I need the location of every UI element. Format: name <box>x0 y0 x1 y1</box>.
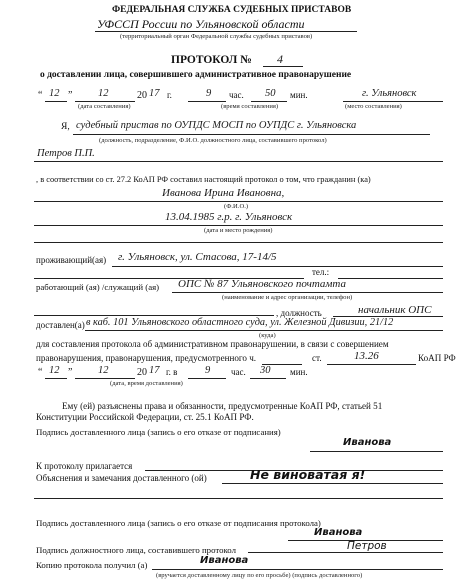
blank-line <box>34 242 443 243</box>
work-line-2 <box>34 315 274 316</box>
date-close-quote: ” <box>68 90 73 101</box>
date-hour-line <box>188 101 226 102</box>
date-open-quote: “ <box>38 90 43 101</box>
position-value: начальник ОПС <box>358 304 432 316</box>
place-caption: (место составления) <box>345 103 402 110</box>
copy-signature: Иванова <box>200 555 249 566</box>
date-minute: 50 <box>265 88 276 99</box>
date-minute-unit: мин. <box>290 90 308 100</box>
date-hour-unit: час. <box>229 90 244 100</box>
date-day-line <box>45 101 67 102</box>
date-place-line <box>343 101 443 102</box>
officer-name: Петров П.П. <box>37 148 95 159</box>
rights-sign-label: Подпись доставленного лица (запись о его отказе от подписания) <box>36 427 281 437</box>
office-name: УФССП России по Ульяновской области <box>97 17 305 31</box>
date-month-line <box>75 101 135 102</box>
purpose-open-quote: “ <box>38 367 43 378</box>
purpose-hour-line <box>188 378 226 379</box>
residence-line <box>112 266 443 267</box>
person-name: Иванова Ирина Ивановна, <box>162 187 285 199</box>
person-birth-line <box>34 225 443 226</box>
date-month: 12 <box>98 88 109 99</box>
date-caption: (дата составления) <box>78 103 131 110</box>
purpose-line2: правонарушения, правонарушения, предусмотренного ч. <box>36 353 257 363</box>
purpose-article-label: ст. <box>312 353 322 363</box>
date-hour: 9 <box>206 88 212 99</box>
purpose-year-suffix: 17 <box>149 365 160 376</box>
time-caption: (время составления) <box>221 103 279 110</box>
delivered-label: доставлен(а) <box>36 320 85 330</box>
delivered-line <box>85 330 443 331</box>
phone-label: тел.: <box>312 267 330 277</box>
purpose-day-line <box>45 378 67 379</box>
officer-line <box>73 134 430 135</box>
purpose-hour: 9 <box>205 365 211 376</box>
explanations-line <box>222 483 443 484</box>
date-year-suffix: 17 <box>149 88 160 99</box>
rights-sign-line <box>310 451 443 452</box>
copy-line <box>152 569 443 570</box>
date-day: 12 <box>49 88 60 99</box>
explanations-line-2 <box>34 498 443 499</box>
officer-caption: (должность, подразделение, Ф.И.О. должностного лица, составившего протокол) <box>99 137 327 144</box>
date-place: г. Ульяновск <box>362 88 417 99</box>
explanations-label: Объяснения и замечания доставленного (ой) <box>36 473 207 483</box>
purpose-law: КоАП РФ <box>418 353 456 363</box>
sign-officer-label: Подпись должностного лица, составившего протокол <box>36 545 236 555</box>
purpose-article-line <box>327 364 416 365</box>
office-underline <box>95 31 357 32</box>
purpose-day: 12 <box>49 365 60 376</box>
sign-officer-line <box>248 552 443 553</box>
purpose-line1: для составления протокола об административном правонарушении, в связи с совершением <box>36 339 389 349</box>
officer-name-line <box>34 161 443 162</box>
residence-value: г. Ульяновск, ул. Стасова, 17-14/5 <box>118 251 277 263</box>
rights-line1: Ему (ей) разъяснены права и обязанности, предусмотренные КоАП РФ, статьей 51 <box>62 401 383 411</box>
purpose-year-unit: г. в <box>166 367 178 377</box>
officer-prefix: Я, <box>61 122 70 132</box>
work-caption: (наименование и адрес организации, телефон) <box>222 294 353 301</box>
position-label: , должность <box>276 308 322 318</box>
copy-label: Копию протокола получил (а) <box>36 560 148 570</box>
purpose-month: 12 <box>98 365 109 376</box>
agency-title: ФЕДЕРАЛЬНАЯ СЛУЖБА СУДЕБНЫХ ПРИСТАВОВ <box>112 5 352 15</box>
phone-line-right <box>338 278 443 279</box>
protocol-subtitle: о доставлении лица, совершившего административное правонарушение <box>40 70 352 80</box>
purpose-minute: 30 <box>260 365 271 376</box>
copy-caption: (вручается доставленному лицу по его просьбе) (подпись доставленного) <box>156 572 363 579</box>
purpose-article: 13.26 <box>354 350 379 362</box>
purpose-hour-unit: час. <box>231 367 246 377</box>
work-label: работающий (ая) /служащий (ая) <box>36 282 160 292</box>
sign-person-label: Подпись доставленного лица (запись о его отказе от подписания протокола) <box>36 518 321 528</box>
person-name-line <box>34 201 443 202</box>
sign-officer: Петров <box>347 540 387 552</box>
explanation-handwritten: Не виноватая я! <box>250 467 366 482</box>
purpose-minute-line <box>250 378 286 379</box>
office-caption: (территориальный орган Федеральной службы судебных приставов) <box>120 33 313 40</box>
work-line <box>172 292 443 293</box>
work-value: ОПС № 87 Ульяновского почтамта <box>178 278 346 290</box>
person-birth: 13.04.1985 г.р. г. Ульяновск <box>165 211 293 223</box>
residence-label: проживающий(ая) <box>36 255 107 265</box>
purpose-month-line <box>75 378 135 379</box>
sign-person: Иванова <box>314 527 363 538</box>
officer-text: судебный пристав по ОУПДС МОСП по ОУПДС г. Ульяновска <box>76 120 357 131</box>
delivered-place: в каб. 101 Ульяновского областного суда, ул. Железной Дивизии, 21/12 <box>86 317 394 328</box>
person-name-caption: (Ф.И.О.) <box>224 203 249 210</box>
purpose-caption: (дата, время доставления) <box>110 380 183 387</box>
rights-signature: Иванова <box>343 437 392 448</box>
date-minute-line <box>251 101 287 102</box>
protocol-number: 4 <box>277 52 283 66</box>
protocol-label: ПРОТОКОЛ № <box>171 54 252 66</box>
purpose-close-quote: ” <box>68 367 73 378</box>
rights-line2: Конституции Российской Федерации, ст. 25.1 КоАП РФ. <box>36 412 254 422</box>
purpose-minute-unit: мин. <box>290 367 308 377</box>
person-birth-caption: (дата и место рождения) <box>204 227 273 234</box>
protocol-number-line <box>263 66 303 67</box>
attachments-label: К протоколу прилагается <box>36 461 133 471</box>
date-year-unit: г. <box>167 90 172 100</box>
delivered-caption: (куда) <box>259 332 276 339</box>
purpose-year-prefix: 20 <box>137 367 147 378</box>
date-year-prefix: 20 <box>137 90 147 101</box>
basis-text: , в соответствии со ст. 27.2 КоАП РФ составил настоящий протокол о том, что гражданин (ка) <box>36 175 371 184</box>
